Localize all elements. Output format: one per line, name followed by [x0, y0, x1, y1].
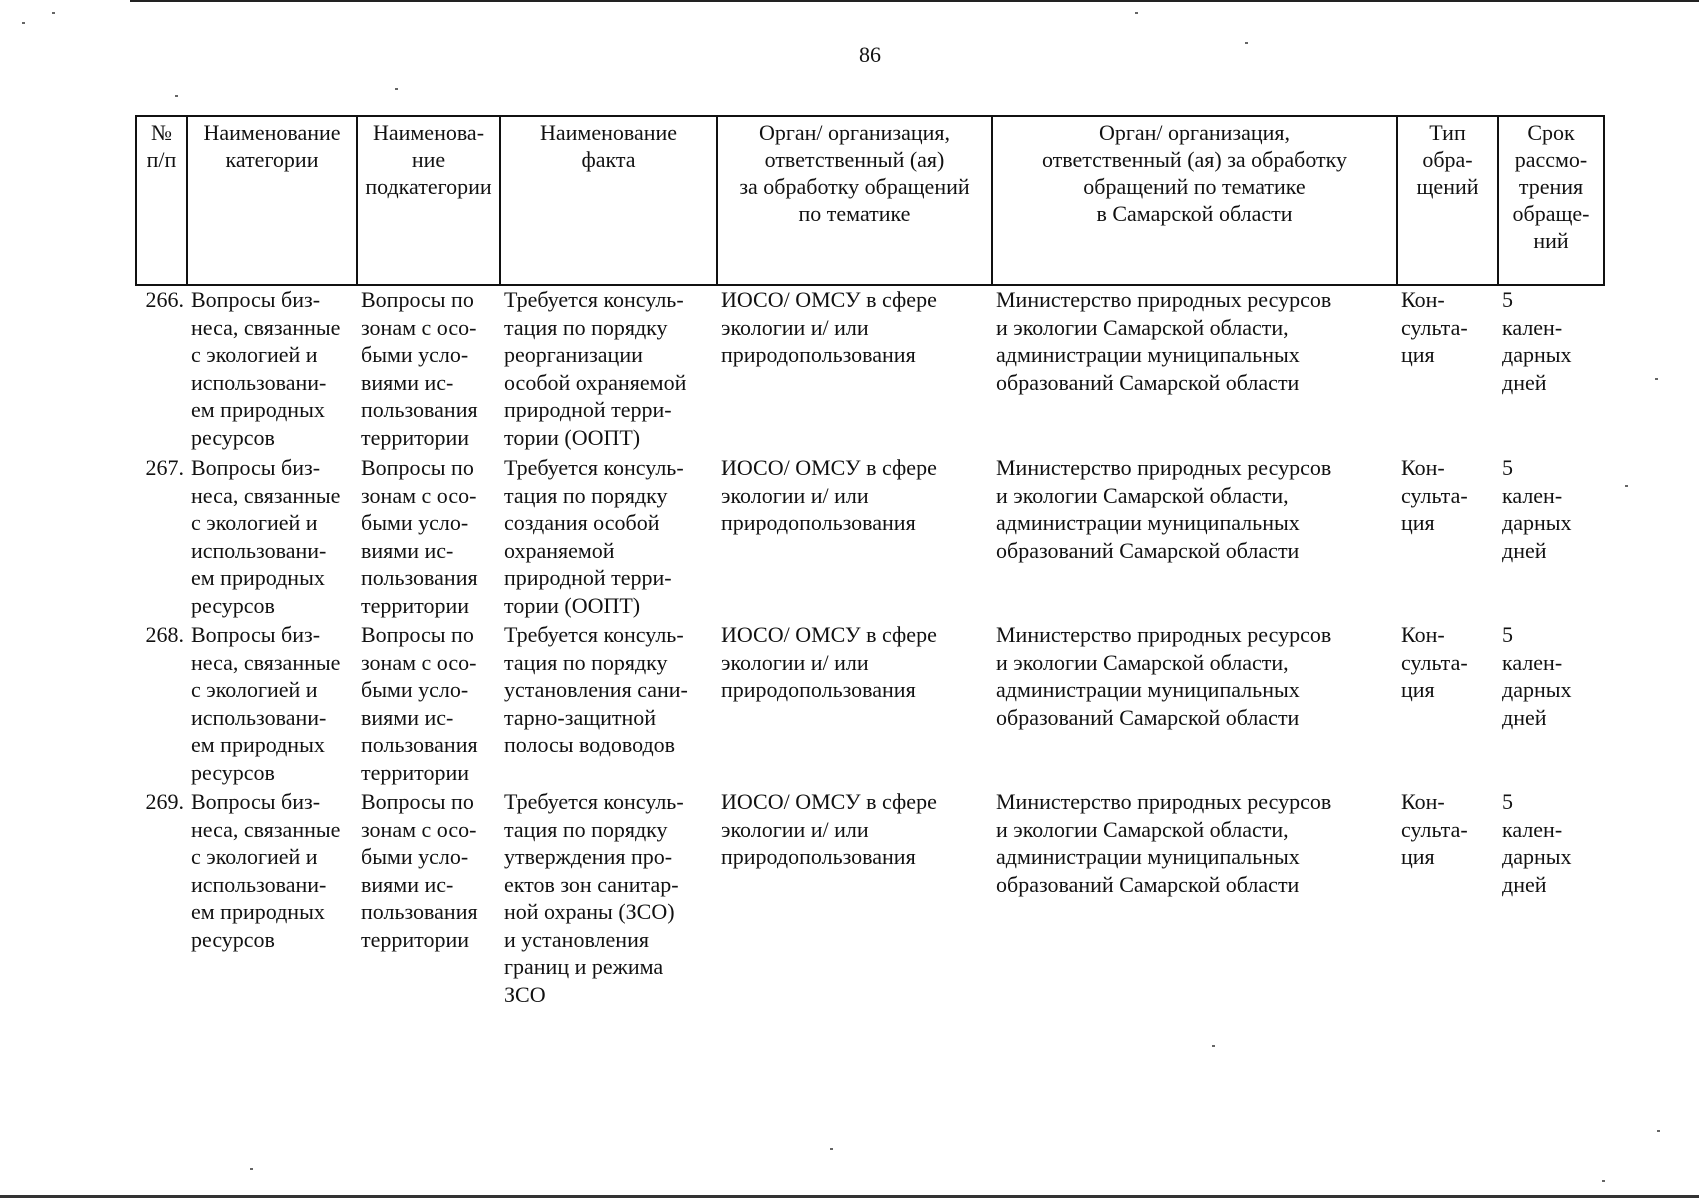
table-row	[136, 285, 1604, 454]
row-appeal-type: Кон- сульта- ция	[1401, 622, 1468, 702]
scan-speck	[175, 95, 178, 97]
row-organization: ИОСО/ ОМСУ в сфере экологии и/ или природопользования	[721, 287, 937, 367]
row-subcategory: Вопросы по зонам с осо- быми усло- виями ис- пользования территории	[361, 789, 478, 952]
header-category: Наименование категории	[187, 116, 357, 285]
table-row	[136, 454, 1604, 621]
scan-speck	[1655, 378, 1658, 380]
header-fact: Наименование факта	[500, 116, 717, 285]
header-subcategory: Наименова- ние подкатегории	[357, 116, 500, 285]
page-number: 86	[859, 42, 881, 67]
row-review-term: 5 кален- дарных дней	[1502, 789, 1572, 897]
row-organization: ИОСО/ ОМСУ в сфере экологии и/ или природопользования	[721, 455, 937, 535]
scan-speck	[1602, 1180, 1605, 1182]
row-review-term: 5 кален- дарных дней	[1502, 287, 1572, 395]
row-fact: Требуется консуль- тация по порядку установления сани- тарно-защитной полосы водоводов	[504, 622, 688, 757]
header-review-term: Срок рассмо- трения обраще- ний	[1498, 116, 1604, 285]
row-number: 267.	[145, 455, 184, 480]
row-category: Вопросы биз- неса, связанные с экологией и использовани- ем природных ресурсов	[191, 455, 341, 618]
header-organization-samara: Орган/ организация, ответственный (ая) за обработку обращений по тематике в Самарской области	[992, 116, 1397, 285]
row-subcategory: Вопросы по зонам с осо- быми усло- виями ис- пользования территории	[361, 622, 478, 785]
row-number: 269.	[145, 789, 184, 814]
row-organization: ИОСО/ ОМСУ в сфере экологии и/ или природопользования	[721, 789, 937, 869]
row-organization-samara: Министерство природных ресурсов и экологии Самарской области, администрации муниципальных образований Самарской области	[996, 622, 1332, 730]
scan-border-top	[130, 0, 1699, 2]
header-appeal-type: Тип обра- щений	[1397, 116, 1498, 285]
row-subcategory: Вопросы по зонам с осо- быми усло- виями ис- пользования территории	[361, 287, 478, 450]
appeals-table	[135, 115, 1605, 1018]
row-number: 266.	[145, 287, 184, 312]
row-review-term: 5 кален- дарных дней	[1502, 622, 1572, 730]
scan-speck	[395, 88, 398, 90]
row-organization-samara: Министерство природных ресурсов и экологии Самарской области, администрации муниципальных образований Самарской области	[996, 455, 1332, 563]
scan-speck	[22, 22, 25, 24]
row-organization-samara: Министерство природных ресурсов и экологии Самарской области, администрации муниципальных образований Самарской области	[996, 789, 1332, 897]
row-category: Вопросы биз- неса, связанные с экологией и использовани- ем природных ресурсов	[191, 622, 341, 785]
table-row	[136, 621, 1604, 788]
row-category: Вопросы биз- неса, связанные с экологией и использовани- ем природных ресурсов	[191, 287, 341, 450]
scan-speck	[52, 12, 55, 14]
row-fact: Требуется консуль- тация по порядку утверждения про- ектов зон санитар- ной охраны (ЗСО) и установления границ и режима ЗСО	[504, 789, 684, 1007]
header-organization: Орган/ организация, ответственный (ая) за обработку обращений по тематике	[717, 116, 992, 285]
scan-border-bottom	[0, 1195, 1699, 1198]
row-fact: Требуется консуль- тация по порядку реорганизации особой охраняемой природной терри- тории (ООПТ)	[504, 287, 687, 450]
scan-speck	[1657, 1130, 1660, 1132]
table-row	[136, 788, 1604, 1018]
scan-speck	[1625, 485, 1628, 487]
row-fact: Требуется консуль- тация по порядку создания особой охраняемой природной терри- тории (ООПТ)	[504, 455, 684, 618]
row-appeal-type: Кон- сульта- ция	[1401, 789, 1468, 869]
scan-speck	[830, 1148, 833, 1150]
scan-speck	[1135, 12, 1138, 14]
row-review-term: 5 кален- дарных дней	[1502, 455, 1572, 563]
scan-speck	[1212, 1045, 1215, 1047]
header-number: № п/п	[136, 116, 187, 285]
row-appeal-type: Кон- сульта- ция	[1401, 455, 1468, 535]
scan-speck	[1245, 42, 1248, 44]
table-header-row	[136, 116, 1604, 285]
row-category: Вопросы биз- неса, связанные с экологией и использовани- ем природных ресурсов	[191, 789, 341, 952]
row-appeal-type: Кон- сульта- ция	[1401, 287, 1468, 367]
row-number: 268.	[145, 622, 184, 647]
scan-speck	[250, 1168, 253, 1170]
row-organization-samara: Министерство природных ресурсов и экологии Самарской области, администрации муниципальных образований Самарской области	[996, 287, 1332, 395]
row-subcategory: Вопросы по зонам с осо- быми усло- виями ис- пользования территории	[361, 455, 478, 618]
row-organization: ИОСО/ ОМСУ в сфере экологии и/ или природопользования	[721, 622, 937, 702]
